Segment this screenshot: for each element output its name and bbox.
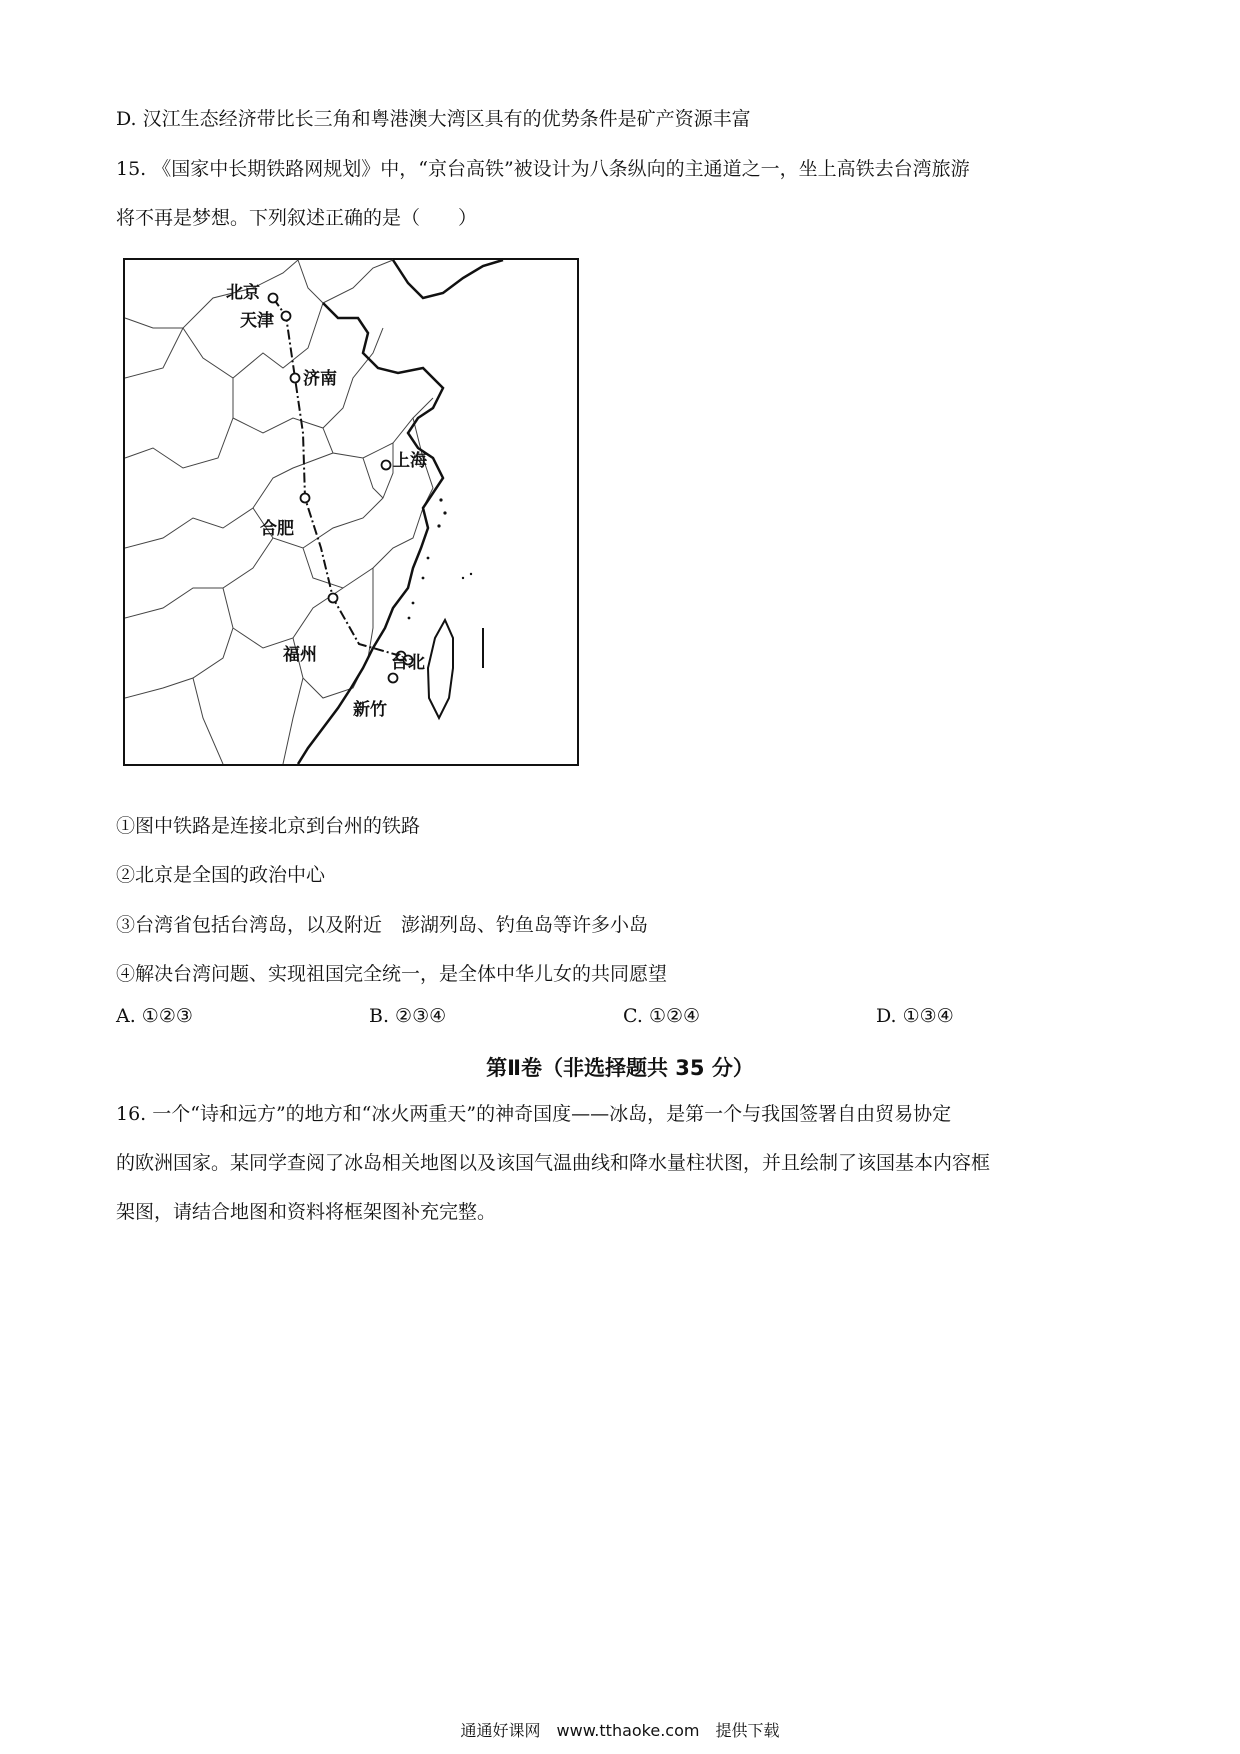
statement-2: ②北京是全国的政治中心 bbox=[116, 864, 326, 886]
statement-4: ④解决台湾问题、实现祖国完全统一，是全体中华儿女的共同愿望 bbox=[116, 963, 668, 985]
option-b[interactable]: B. ②③④ bbox=[369, 1005, 447, 1027]
city-label-taipei: 台北 bbox=[391, 653, 425, 673]
railway-map bbox=[123, 258, 579, 766]
statement-3: ③台湾省包括台湾岛，以及附近 澎湖列岛、钓鱼岛等许多小岛 bbox=[116, 914, 649, 936]
city-label-jinan: 济南 bbox=[303, 369, 337, 389]
option-a[interactable]: A. ①②③ bbox=[116, 1005, 193, 1027]
city-label-tianjin: 天津 bbox=[240, 311, 274, 331]
page-footer: 通通好课网 www.tthaoke.com 提供下载 bbox=[460, 1721, 780, 1740]
section-title: 第Ⅱ卷（非选择题共 35 分） bbox=[486, 1056, 754, 1080]
option-c[interactable]: C. ①②④ bbox=[623, 1005, 701, 1027]
city-label-shanghai: 上海 bbox=[393, 451, 427, 471]
statement-1: ①图中铁路是连接北京到台州的铁路 bbox=[116, 815, 421, 837]
city-label-fuzhou: 福州 bbox=[283, 645, 317, 665]
question-15-stem-line1: 15. 《国家中长期铁路网规划》中，“京台高铁”被设计为八条纵向的主通道之一，坐上高铁去台湾旅游 bbox=[116, 158, 970, 180]
option-d[interactable]: D. ①③④ bbox=[876, 1005, 954, 1027]
question-16-line3: 架图，请结合地图和资料将框架图补充完整。 bbox=[116, 1201, 497, 1223]
question-16-line1: 16. 一个“诗和远方”的地方和“冰火两重天”的神奇国度——冰岛，是第一个与我国签署自由贸易协定 bbox=[116, 1103, 952, 1125]
question-15-stem-line2: 将不再是梦想。下列叙述正确的是（ ） bbox=[116, 207, 478, 229]
question-14-option-d: D. 汉江生态经济带比长三角和粤港澳大湾区具有的优势条件是矿产资源丰富 bbox=[116, 108, 751, 130]
city-label-beijing: 北京 bbox=[226, 283, 260, 303]
question-16-line2: 的欧洲国家。某同学查阅了冰岛相关地图以及该国气温曲线和降水量柱状图，并且绘制了该国基本内容框 bbox=[116, 1152, 991, 1174]
city-label-hefei: 合肥 bbox=[260, 519, 294, 539]
city-label-hsinchu: 新竹 bbox=[353, 700, 387, 720]
